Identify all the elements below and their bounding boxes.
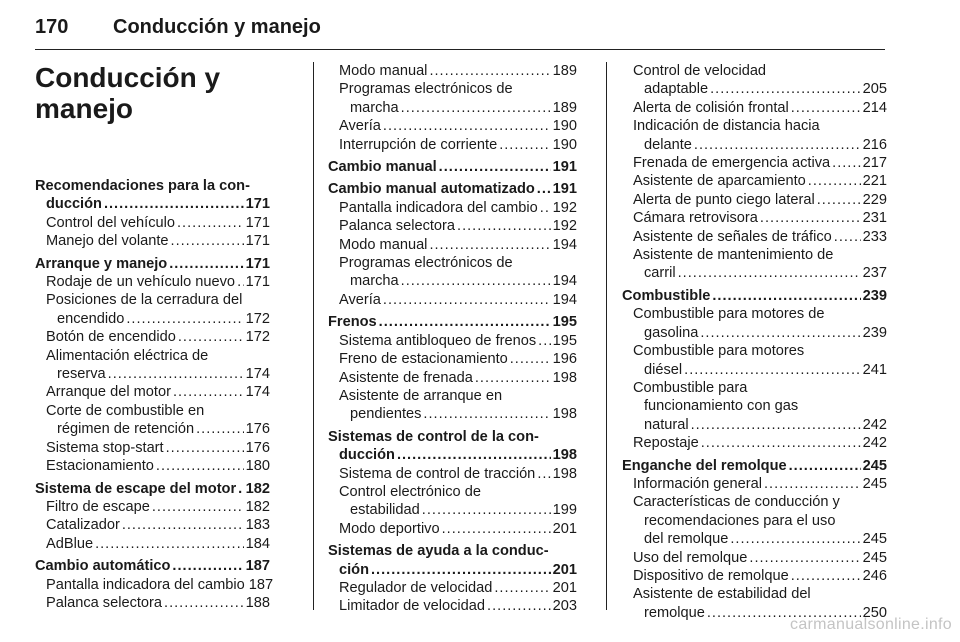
toc-entry-text: Programas electrónicos de <box>339 255 513 272</box>
toc-entry[interactable] <box>35 328 270 346</box>
toc-page-number: 172 <box>245 329 270 346</box>
toc-entry[interactable] <box>328 369 577 387</box>
toc-page-number: 241 <box>862 361 887 378</box>
toc-page-number: 237 <box>862 265 887 282</box>
toc-entry[interactable] <box>622 209 887 227</box>
toc-entry[interactable] <box>622 493 887 548</box>
toc-entry[interactable] <box>328 520 577 538</box>
toc-page-number: 242 <box>862 416 887 433</box>
toc-entry-text: Arranque del motor <box>46 384 171 401</box>
toc-entry-text: Control del vehículo <box>46 214 175 231</box>
toc-entry[interactable] <box>622 379 887 434</box>
toc-section-entry[interactable] <box>35 255 270 273</box>
toc-entry-text: Cambio manual <box>328 159 437 176</box>
toc-entry[interactable] <box>622 567 887 585</box>
toc-entry[interactable] <box>328 350 577 368</box>
toc-entry[interactable] <box>35 594 270 612</box>
toc-entry[interactable] <box>328 597 577 615</box>
toc-section-entry[interactable] <box>35 480 270 498</box>
dot-leader <box>538 332 550 350</box>
toc-column-2 <box>328 62 577 616</box>
toc-page-number: 242 <box>862 435 887 452</box>
toc-entry-text: pendientes <box>350 406 422 423</box>
toc-entry-text: Botón de encendido <box>46 329 176 346</box>
toc-entry[interactable] <box>622 549 887 567</box>
toc-page-number: 239 <box>862 287 887 304</box>
dot-leader <box>126 310 243 328</box>
toc-page-number: 190 <box>552 118 577 135</box>
toc-page-number: 246 <box>862 567 887 584</box>
toc-page-number: 205 <box>862 81 887 98</box>
page-number: 170 <box>35 16 69 38</box>
toc-entry-text: Combustible para motores de <box>633 306 825 323</box>
dot-leader <box>791 567 861 585</box>
dot-leader <box>475 369 551 387</box>
toc-page-number: 201 <box>552 561 577 578</box>
toc-entry[interactable] <box>35 402 270 439</box>
dot-leader <box>510 350 551 368</box>
toc-entry[interactable] <box>328 332 577 350</box>
toc-entry-text: remolque <box>644 604 705 621</box>
toc-entry-text: Alimentación eléctrica de <box>46 347 209 364</box>
dot-leader <box>104 195 244 213</box>
toc-entry-text: Información general <box>633 475 762 492</box>
column-divider <box>313 62 314 610</box>
dot-leader <box>540 199 551 217</box>
dot-leader <box>832 154 861 172</box>
dot-leader <box>499 136 550 154</box>
toc-page-number: 187 <box>248 576 274 593</box>
toc-entry[interactable] <box>35 516 270 534</box>
dot-leader <box>764 475 861 493</box>
toc-entry[interactable] <box>622 191 887 209</box>
dot-leader <box>442 520 551 538</box>
toc-section-entry[interactable] <box>622 457 887 475</box>
dot-leader <box>749 549 860 567</box>
toc-page-number: 229 <box>862 191 887 208</box>
column-divider <box>606 62 607 610</box>
dot-leader <box>537 180 551 198</box>
dot-leader <box>701 434 861 452</box>
toc-entry-text: Dispositivo de remolque <box>633 567 789 584</box>
toc-page-number: 174 <box>245 384 270 401</box>
dot-leader <box>177 214 244 232</box>
toc-entry-text: gasolina <box>644 324 699 341</box>
toc-entry-text: Modo manual <box>339 236 428 253</box>
toc-page-number: 198 <box>552 406 577 423</box>
toc-entry-text: Características de conducción y <box>633 494 840 511</box>
toc-page-number: 201 <box>552 579 577 596</box>
page-header <box>35 9 885 50</box>
toc-entry-text: Enganche del remolque <box>622 457 787 474</box>
toc-entry-text: Alerta de punto ciego lateral <box>633 191 815 208</box>
dot-leader <box>423 405 550 423</box>
dot-leader <box>383 117 551 135</box>
toc-entry-text: Repostaje <box>633 435 699 452</box>
toc-page-number: 195 <box>552 314 577 331</box>
toc-entry[interactable] <box>35 457 270 475</box>
toc-entry[interactable] <box>622 228 887 246</box>
toc-entry[interactable] <box>328 291 577 309</box>
dot-leader <box>537 465 550 483</box>
toc-entry-text: marcha <box>350 273 399 290</box>
toc-page-number: 189 <box>552 63 577 79</box>
dot-leader <box>712 287 860 305</box>
toc-page-number: 172 <box>245 310 270 327</box>
toc-page-number: 194 <box>552 236 577 253</box>
dot-leader <box>429 236 550 254</box>
toc-entry[interactable] <box>35 439 270 457</box>
toc-page-number: 192 <box>552 218 577 235</box>
toc-entry[interactable] <box>622 342 887 379</box>
toc-entry[interactable] <box>622 62 887 99</box>
toc-entry[interactable] <box>35 232 270 250</box>
dot-leader <box>684 361 861 379</box>
dot-leader <box>691 416 861 434</box>
dot-leader <box>791 99 861 117</box>
toc-entry-text: natural <box>644 416 689 433</box>
toc-page-number: 189 <box>552 99 577 116</box>
toc-entry-text: adaptable <box>644 81 709 98</box>
toc-section-entry[interactable] <box>622 287 887 305</box>
toc-page-number: 176 <box>245 439 270 456</box>
toc-page-number: 188 <box>245 594 270 611</box>
toc-entry-text: Alerta de colisión frontal <box>633 99 789 116</box>
dot-leader <box>196 420 244 438</box>
toc-entry[interactable] <box>622 305 887 342</box>
toc-page-number: 217 <box>862 155 887 172</box>
dot-leader <box>429 62 550 80</box>
toc-entry-text: ducción <box>339 447 395 464</box>
toc-entry-text: Sistemas de control de la con- <box>328 428 539 445</box>
toc-page-number: 245 <box>862 457 887 474</box>
dot-leader <box>700 324 860 342</box>
toc-entry-text: Sistema de control de tracción <box>339 465 536 482</box>
toc-entry-text: Rodaje de un vehículo nuevo <box>46 274 236 291</box>
toc-page-number: 239 <box>862 324 887 341</box>
toc-entry[interactable] <box>622 117 887 154</box>
dot-leader <box>710 80 861 98</box>
dot-leader <box>789 457 861 475</box>
toc-page-number: 221 <box>862 173 887 190</box>
toc-section-entry[interactable] <box>328 313 577 331</box>
toc-entry-text: Sistema antibloqueo de frenos <box>339 332 537 349</box>
toc-entry[interactable] <box>328 236 577 254</box>
toc-entry-text: Corte de combustible en <box>46 402 205 419</box>
toc-entry-text: Recomendaciones para la con- <box>35 178 250 194</box>
toc-page-number: 245 <box>862 549 887 566</box>
toc-page-number: 190 <box>552 136 577 153</box>
dot-leader <box>169 255 243 273</box>
toc-page-number: 171 <box>245 196 270 213</box>
toc-page-number: 250 <box>862 604 887 621</box>
toc-entry-text: Sistema de escape del motor <box>35 480 237 497</box>
toc-entry-text: Modo deportivo <box>339 520 440 537</box>
toc-entry-text: Asistente de mantenimiento de <box>633 247 834 264</box>
toc-entry-text: Estacionamiento <box>46 458 154 475</box>
toc-entry-text: Cambio manual automatizado <box>328 181 535 198</box>
toc-section-entry[interactable] <box>328 428 577 465</box>
dot-leader <box>422 501 551 519</box>
watermark: carmanualsonline.info <box>790 616 952 633</box>
toc-section-entry[interactable] <box>328 542 577 579</box>
toc-entry-text: Limitador de velocidad <box>339 598 486 615</box>
toc-entry[interactable] <box>328 387 577 424</box>
dot-leader <box>401 99 551 117</box>
toc-entry[interactable] <box>328 483 577 520</box>
toc-entry-text: Regulador de velocidad <box>339 579 493 596</box>
toc-page-number: 180 <box>245 458 270 475</box>
toc-entry[interactable] <box>328 579 577 597</box>
toc-entry[interactable] <box>328 217 577 235</box>
toc-entry-text: Palanca selectora <box>339 218 456 235</box>
toc-entry-text: régimen de retención <box>57 421 195 438</box>
toc-entry[interactable] <box>622 99 887 117</box>
toc-entry-text: ducción <box>46 196 102 213</box>
dot-leader <box>152 498 244 516</box>
toc-entry[interactable] <box>328 62 577 80</box>
toc-entry-text: Asistente de aparcamiento <box>633 173 806 190</box>
dot-leader <box>122 516 244 534</box>
toc-page-number: 191 <box>552 159 577 176</box>
toc-entry-text: Cambio automático <box>35 558 171 575</box>
toc-entry-text: Pantalla indicadora del cambio <box>339 199 538 216</box>
dot-leader <box>379 313 551 331</box>
toc-entry[interactable] <box>622 475 887 493</box>
toc-entry-text: delante <box>644 136 692 153</box>
dot-leader <box>678 264 861 282</box>
toc-entry-text: Asistente de frenada <box>339 369 473 386</box>
dot-leader <box>487 597 551 615</box>
toc-entry-text: carril <box>644 265 676 282</box>
dot-leader <box>156 457 244 475</box>
toc-page-number: 231 <box>862 210 887 227</box>
toc-page-number: 174 <box>245 366 270 383</box>
toc-entry[interactable] <box>328 199 577 217</box>
toc-page-number: 171 <box>245 274 270 291</box>
toc-entry[interactable] <box>622 434 887 452</box>
toc-entry[interactable] <box>35 498 270 516</box>
toc-page-number: 195 <box>552 332 577 349</box>
toc-page-number: 171 <box>245 214 270 231</box>
toc-section-entry[interactable] <box>328 158 577 176</box>
toc-page-number: 214 <box>862 99 887 116</box>
toc-entry-text: estabilidad <box>350 502 420 519</box>
toc-page-number: 183 <box>245 517 270 534</box>
dot-leader <box>397 446 551 464</box>
toc-entry-text: Combustible para <box>633 379 748 396</box>
toc-entry-text: Modo manual <box>339 63 428 79</box>
dot-leader <box>171 232 244 250</box>
dot-leader <box>834 228 861 246</box>
toc-entry-text: Avería <box>339 291 381 308</box>
toc-page-number: 203 <box>552 598 577 615</box>
toc-entry[interactable] <box>622 246 887 283</box>
toc-entry[interactable] <box>35 214 270 232</box>
toc-entry[interactable] <box>35 576 274 594</box>
toc-entry[interactable] <box>35 535 270 553</box>
toc-page-number: 245 <box>862 475 887 492</box>
toc-entry[interactable] <box>328 465 577 483</box>
dot-leader <box>237 273 244 291</box>
toc-entry-text: AdBlue <box>46 535 94 552</box>
dot-leader <box>494 579 550 597</box>
toc-entry[interactable] <box>35 347 270 384</box>
dot-leader <box>164 594 244 612</box>
toc-entry-text: Indicación de distancia hacia <box>633 118 820 135</box>
toc-column-3 <box>622 62 887 622</box>
toc-column-1 <box>35 62 274 612</box>
dot-leader <box>95 535 244 553</box>
toc-page-number: 199 <box>552 502 577 519</box>
toc-entry[interactable] <box>328 117 577 135</box>
toc-entry[interactable] <box>328 254 577 291</box>
toc-entry-text: del remolque <box>644 531 729 548</box>
toc-entry-text: Interrupción de corriente <box>339 136 498 153</box>
toc-page-number: 187 <box>245 558 270 575</box>
dot-leader <box>808 172 861 190</box>
dot-leader <box>383 291 551 309</box>
dot-leader <box>178 328 244 346</box>
toc-entry[interactable] <box>328 136 577 154</box>
dot-leader <box>817 191 861 209</box>
toc-entry-text: Palanca selectora <box>46 594 163 611</box>
toc-entry-text: Filtro de escape <box>46 498 150 515</box>
toc-entry[interactable] <box>622 154 887 172</box>
toc-entry-text: Asistente de arranque en <box>339 387 503 404</box>
toc-entry-text: reserva <box>57 366 106 383</box>
toc-section-entry[interactable] <box>35 177 270 214</box>
running-title: Conducción y manejo <box>113 16 321 38</box>
toc-entry-text: Combustible para motores <box>633 343 805 360</box>
toc-entry-text: Asistente de señales de tráfico <box>633 228 832 245</box>
dot-leader <box>108 365 244 383</box>
dot-leader <box>371 561 551 579</box>
toc-entry-text: Pantalla indicadora del cambio <box>46 576 245 593</box>
dot-leader <box>730 530 860 548</box>
toc-entry-text: Freno de estacionamiento <box>339 351 508 368</box>
toc-entry[interactable] <box>35 291 270 328</box>
toc-page-number: 184 <box>245 535 270 552</box>
toc-entry[interactable] <box>328 80 577 117</box>
toc-page-number: 198 <box>552 465 577 482</box>
toc-page-number: 194 <box>552 291 577 308</box>
dot-leader <box>172 557 243 575</box>
toc-entry-text: ción <box>339 561 369 578</box>
dot-leader <box>173 383 244 401</box>
toc-entry-text: Asistente de estabilidad del <box>633 586 811 603</box>
chapter-title: Conducción y manejo <box>35 62 221 124</box>
toc-entry[interactable] <box>622 172 887 190</box>
toc-entry-text: Cámara retrovisora <box>633 210 758 227</box>
toc-page-number: 198 <box>552 369 577 386</box>
dot-leader <box>439 158 551 176</box>
toc-page-number: 171 <box>245 233 270 250</box>
toc-page-number: 192 <box>552 199 577 216</box>
toc-entry[interactable] <box>35 383 270 401</box>
toc-entry-text: Sistema stop-start <box>46 439 164 456</box>
toc-page-number: 194 <box>552 273 577 290</box>
toc-entry-text: Catalizador <box>46 517 120 534</box>
dot-leader <box>238 480 243 498</box>
toc-page-number: 191 <box>552 181 577 198</box>
toc-entry-text: recomendaciones para el uso <box>644 512 836 529</box>
toc-entry-text: funcionamiento con gas <box>644 398 799 415</box>
toc-page-number: 201 <box>552 520 577 537</box>
toc-entry-text: Avería <box>339 118 381 135</box>
dot-leader <box>760 209 861 227</box>
dot-leader <box>166 439 244 457</box>
toc-entry-text: Control de velocidad <box>633 63 767 79</box>
toc-page-number: 233 <box>862 228 887 245</box>
toc-entry-text: encendido <box>57 310 125 327</box>
toc-page-number: 216 <box>862 136 887 153</box>
toc-entry-text: Frenada de emergencia activa <box>633 155 831 172</box>
toc-entry-text: Sistemas de ayuda a la conduc- <box>328 543 549 560</box>
toc-page-number: 182 <box>245 480 270 497</box>
toc-page-number: 176 <box>245 421 270 438</box>
toc-page-number: 198 <box>552 447 577 464</box>
toc-entry-text: Arranque y manejo <box>35 255 168 272</box>
toc-page-number: 171 <box>245 255 270 272</box>
toc-page-number: 245 <box>862 531 887 548</box>
toc-entry[interactable] <box>35 273 270 291</box>
toc-page-number: 196 <box>552 351 577 368</box>
toc-entry-text: Combustible <box>622 287 711 304</box>
dot-leader <box>457 217 551 235</box>
toc-section-entry[interactable] <box>35 557 270 575</box>
toc-entry-text: diésel <box>644 361 683 378</box>
toc-entry-text: Manejo del volante <box>46 233 169 250</box>
dot-leader <box>694 136 861 154</box>
toc-page-number: 182 <box>245 498 270 515</box>
toc-entry-text: Frenos <box>328 314 377 331</box>
dot-leader <box>401 272 551 290</box>
toc-entry-text: Posiciones de la cerradura del <box>46 292 243 309</box>
toc-entry-text: Uso del remolque <box>633 549 748 566</box>
toc-entry-text: Control electrónico de <box>339 483 481 500</box>
toc-section-entry[interactable] <box>328 180 577 198</box>
toc-entry-text: Programas electrónicos de <box>339 81 513 98</box>
toc-entry-text: marcha <box>350 99 399 116</box>
